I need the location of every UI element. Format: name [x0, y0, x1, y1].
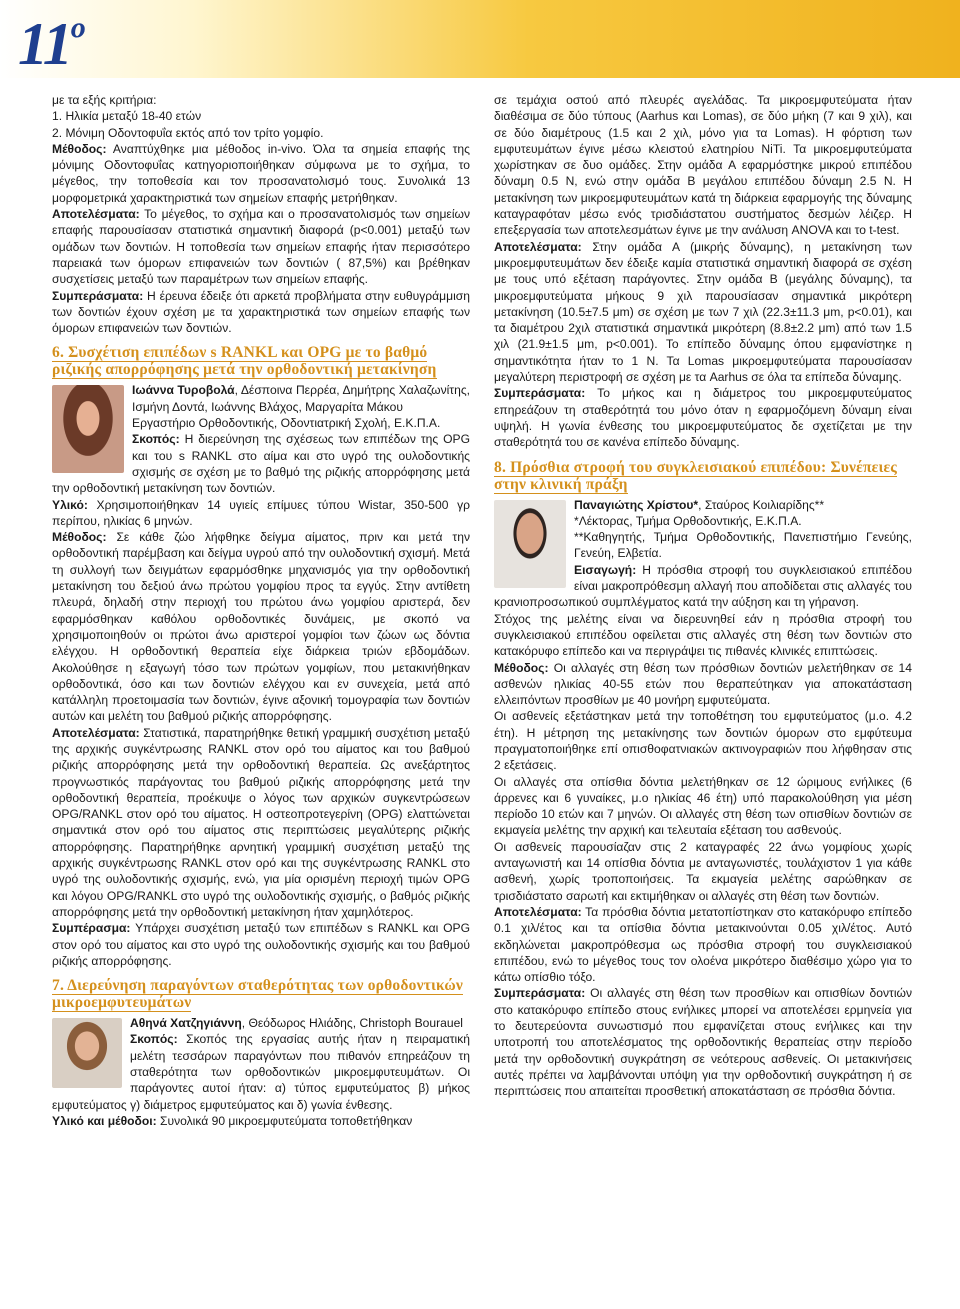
section-6-symperasma: Συμπέρασμα: Υπάρχει συσχέτιση μεταξύ των επιπέδων s RANKL και OPG στον ορό του αίματος και στο υγρό της ουλοδοντικής σχισμής και του βαθμού ριζικής απορρόφησης. [52, 921, 470, 968]
section-8-paragraph: Οι ασθενείς εξετάστηκαν μετά την τοποθέτηση του εμφυτεύματος (μ.ο. 4.2 έτη). Η μέτρηση της μετακίνησης των δοντιών όμορων στο εμφύτευμα πραγματοποιήθηκε επί οπισθοφατνιακών ακτινογραφιών που λήφθησαν στις 2 εξετάσεις. [494, 709, 912, 773]
intro-line: με τα εξής κριτήρια: [52, 93, 157, 107]
page-number: $11^o$ [18, 11, 84, 77]
header-band [0, 0, 960, 78]
section-7-title: 7. Διερεύνηση παραγόντων σταθερότητας των ορθοδοντικών μικροεμφυτευμάτων [52, 977, 464, 1012]
section-6-authors: Ιωάννα Τυροβολά, Δέσποινα Περρέα, Δημήτρης Χαλαζωνίτης, Ισμήνη Δοντά, Ιωάννης Βλάχος, Μαργαρίτα Μάκου [132, 383, 471, 414]
section-7-skopos: Σκοπός: Σκοπός της εργασίας αυτής ήταν η πειραματική μελέτη τεσσάρων παραγόντων που πιθανόν επηρεάζουν τη σταθερότητα των ορθοδοντικών μικροεμφυτευμάτων. Οι παράγοντες αυτοί ήταν: α) τύπος εμφυτεύματος β) μήκος εμφυτεύματος γ) διάμετρος εμφυτεύματος και δ) γωνία ένθεσης. [52, 1032, 470, 1112]
apotelesmata-paragraph: Αποτελέσματα: Στην ομάδα Α (μικρής δύναμης), η μετακίνηση των μικροεμφυτευμάτων δεν έδειξε καμία στατιστικά σημαντική διαφορά σε σχέση με τους υπό εξέταση παράγοντες. Στην ομάδα Β (μεγάλης δύναμης), τα μικροεμφυτεύματα μήκους 9 χιλ παρουσίασαν σημαντικά μικρότερη μετακίνηση (10.5±7.5 μm) σε σχέση με των 7 χιλ (22.3±11.3 μm, p<0.01), και τα διαμέτρου 2χιλ στατιστικά σημαντικά μικρότερη (8.8±2.2 μm) από των 1.5 χιλ (21.9±1.5 μm, p<0.001). Το επίπεδο δύναμης όπου εμφανίστηκε η σημαντικότητα ήταν το 1 Ν. Τα Lomas μικροεμφυτεύματα παρουσίασαν μεγαλύτερη περιστροφή σε σχέση με τα Aarhus σε όλα τα επίπεδα δύναμης. [494, 239, 912, 385]
section-8-authors: Παναγιώτης Χρίστου*, Σταύρος Κοιλιαρίδης** [574, 497, 825, 512]
author-photo [52, 385, 124, 473]
symperasmata-paragraph: Συμπεράσματα: Η έρευνα έδειξε ότι αρκετά προβλήματα στην ευθυγράμμιση των δοντιών έχουν σχέση με τα χαρακτηριστικά των σημείων επαφής των όμορων επιφανειών των δοντιών. [52, 288, 470, 336]
section-6-methodos: Μέθοδος: Σε κάθε ζώο λήφθηκε δείγμα αίματος, πριν και μετά την ορθοδοντική παρέμβαση και δείγμα υγρού από την ουλοδοντική σχισμή. Μετά τη συλλογή των δειγμάτων εφαρμόσθηκε μηχανισμός για την ορθοδοντική μετακίνηση του δεξιού άνω πρώτου γομφίου προς τα εγγύς. Στην αντίθετη πλευρά, δηλαδή στην περιοχή του πρώτου άνω γομφίου αριστερά, δεν εφαρμόσθηκαν καθόλου ορθοδοντικές δυνάμεις, με σκοπό να χρησιμοποιηθούν οι πρώτοι άνω αριστεροί γομφίοι των ζώων ως δόντια ελέγχου. Η ορθοδοντική θεραπεία είχε διάρκεια τριών εβδομάδων. Ακολούθησε η εξαγωγή τόσο των πρώτων γομφίων, που μετακινήθηκαν ορθοδοντικά, όσο και των δοντιών ελέγχου και εν συνεχεία, μετά από κατάλληλη προετοιμασία των δοντιών, έγινε αξονική τομογραφία των δοντιών αυτών και μελέτη του βαθμού ριζικής απορρόφησης. [52, 530, 470, 724]
section-6-affiliation: Εργαστήριο Ορθοδοντικής, Οδοντιατρική Σχολή, Ε.Κ.Π.Α. [132, 416, 441, 431]
section-8-paragraph: Οι ασθενείς παρουσίαζαν στις 2 καταγραφές 22 άνω γομφίους χωρίς ανταγωνιστή και 14 οπίσθια δόντια με ανταγωνιστές, τουλάχιστον 1 για κάθε ασθενή, χωρίς τροποποιήσεις. Τα εκμαγεία μελέτης σαρώθηκαν σε τρισδιάστατο σαρωτή και εκτιμήθηκαν οι αλλαγές στη θέση των δοντιών. [494, 839, 912, 903]
section-6-title: 6. Συσχέτιση επιπέδων s RANKL και OPG με το βαθμό ριζικής απορρόφησης μετά την ορθοδοντική μετακίνηση [52, 344, 437, 379]
section-7-yliko: Υλικό και μέθοδοι: Συνολικά 90 μικροεμφυτεύματα τοποθετήθηκαν [52, 1113, 413, 1128]
section-6-apotelesmata: Αποτελέσματα: Στατιστικά, παρατηρήθηκε θετική γραμμική συσχέτιση μεταξύ της αρχικής συγκέντρωσης RANKL στον ορό του αίματος και του βαθμού ριζικής απορρόφησης μετά την ορθοδοντική θεραπεία. Ως ανεξάρτητος προγνωστικός παράγοντας του βαθμού ριζικής απορρόφησης μετά την ορθοδοντική θεραπεία, προέκυψε ο λόγος των αρχικών συγκεντρώσεων OPG/RANKL στον ορό του αίματος. Η οστεοπροτεγερίνη (OPG) ελαττώνεται σημαντικά στον ορό του αίματος στις περιπτώσεις μεγαλύτερης ριζικής απορρόφησης. Παρατηρήθηκε αρνητική γραμμική συσχέτιση μεταξύ της αρχικής συγκέντρωσης RANKL στον ορό και της συγκέντρωσης RANKL στο υγρό της ουλοδοντικής σχισμής, ενώ, για μία ορισμένη περιοχή τιμών OPG και λόγου OPG/RANKL στο υγρό της ουλοδοντικής σχισμής, ο βαθμός ριζικής απορρόφησης μετά την ορθοδοντική μετακίνηση ήταν χαμηλότερος. [52, 725, 470, 919]
section-8-stoxos: Στόχος της μελέτης είναι να διερευνηθεί εάν η πρόσθια στροφή του συγκλεισιακού επιπέδου οφείλεται στις αλλαγές στη θέση των δοντιών στο κατακόρυφο επίπεδο και να περιγράψει τις πιθανές κλινικές επιπτώσεις. [494, 611, 912, 659]
left-column [52, 92, 470, 1129]
intro-line: 2. Μόνιμη Οδοντοφυΐα εκτός από τον τρίτο γομφίο. [52, 125, 324, 140]
section-6-yliko: Υλικό: Χρησιμοποιήθηκαν 14 υγιείς επίμυες τύπου Wistar, 350-500 γρ περίπου, ηλικίας 6 μηνών. [52, 497, 470, 528]
section-8-methodos: Μέθοδος: Οι αλλαγές στη θέση των πρόσθιων δοντιών μελετήθηκαν σε 14 ασθενών ηλικίας 40-55 ετών που θεραπεύτηκαν για αποκατάσταση ελλειπόντων προσθίων με 40 μονήρη εμφυτεύματα. [494, 660, 912, 708]
continued-paragraph: σε τεμάχια οστού από πλευρές αγελάδας. Τα μικροεμφυτεύματα ήταν διαθέσιμα σε δύο τύπους (Aarhus και Lomas), σε δύο μήκη (7 και 9 χιλ), και σε δύο διαμέτρους (1.5 και 2 χιλ, μόνο για τα Lomas). Η φόρτιση των εμφυτευμάτων έγινε μέσω κλειστού ελατηρίου NiTi. Τα μικροεμφυτεύματα χωρίστηκαν σε δυο ομάδες. Στην ομάδα Α εφαρμόστηκε μικρού επιπέδου δύναμη 0.5 Ν, ενώ στην ομάδα Β μεγάλου επιπέδου δύναμη 2.5 Ν. Η μετακίνηση των μικροεμφυτευμάτων κατά τη διάρκεια εφαρμογής της δύναμης καταγραφόταν μέσω ενός τρισδιάστατου συστήματος δεσμών λέιζερ. Η επεξεργασία των αποτελεσμάτων έγινε με την ανάλυση ANOVA και το t-test. [494, 93, 912, 238]
section-8-affiliation-1: *Λέκτορας, Τμήμα Ορθοδοντικής, Ε.Κ.Π.Α. [574, 513, 802, 528]
section-8-apotelesmata: Αποτελέσματα: Τα πρόσθια δόντια μετατοπίστηκαν στο κατακόρυφο επίπεδο 0.1 χιλ/έτος και τα οπίσθια δόντια μετακινούνται 0.05 χιλ/έτος. Αυτό εκδηλώνεται μακροπρόθεσμα ως πρόσθια στροφή του συγκλεισιακού επιπέδου, ενώ το μέγεθος τους τον ολοένα μικρότερο διαθέσιμο χώρο για το κάτω οπίσθιο τόξο. [494, 904, 912, 985]
section-7-authors: Αθηνά Χατζηγιάννη, Θεόδωρος Ηλιάδης, Christoph Bourauel [130, 1016, 463, 1031]
author-photo [52, 1018, 122, 1088]
section-8-symperasmata: Συμπεράσματα: Οι αλλαγές στη θέση των προσθίων και οπισθίων δοντιών στο κατακόρυφο επίπεδο στους ενήλικες μπορεί να αποτελέσει ερμηνεία για το δευτερεύοντα συνωστισμό που εμφανίζεται στους ενήλικες και την υποτροπή του αποτελέσματος της ορθοδοντικής θεραπείας στην περίοδο μετά την ορθοδοντική συγκράτηση σε νεότερους ασθενείς. Οι μετακινήσεις αυτές πρέπει να λαμβάνονται υπόψη για την ορθοδοντική συγκράτηση ή σε περιπτώσεις που απαιτείται προσθετική αποκατάσταση σε πρόσθια δόντια. [494, 986, 912, 1099]
section-8-affiliation-2: **Καθηγητής, Τμήμα Ορθοδοντικής, Πανεπιστήμιο Γενεύης, Γενεύη, Ελβετία. [574, 530, 912, 561]
section-8-title: 8. Πρόσθια στροφή του συγκλεισιακού επιπέδου: Συνέπειες στην κλινική πράξη [494, 458, 898, 493]
section-8-eisagogi: Εισαγωγή: Η πρόσθια στροφή του συγκλεισιακού επιπέδου είναι μακροπρόθεσμη αλλαγή που αποδίδεται στις αλλαγές του κρανιοπροσωπικού συμπλέγματος κατά την αύξηση και τη γήρανση. [494, 562, 912, 610]
section-8-paragraph: Οι αλλαγές στα οπίσθια δόντια μελετήθηκαν σε 12 ώριμους ενήλικες (6 άρρενες και 6 γυναίκες, μ.ο ηλικίας 46 έτη) υπό παρακολούθηση για μέση περίοδο 10 ετών και 7 μηνών. Οι αλλαγές στη θέση των οπισθίων δοντιών σε εκμαγεία μελέτης την αρχική και τελευταία εξέταση του ασθενούς. [494, 774, 912, 838]
methodos-paragraph: Μέθοδος: Αναπτύχθηκε μια μέθοδος in-vivo. Όλα τα σημεία επαφής της μόνιμης Οδοντοφυΐας κατηγοριοποιήθηκαν σύμφωνα με το σχήμα, το μέγεθος, την τοποθεσία και τον προσανατολισμό τους. Συνολικά 13 μορφομετρικά χαρακτηριστικά των σημείων επαφής μετρήθηκαν. [52, 141, 470, 205]
right-column [494, 92, 912, 1100]
section-6-skopos: Σκοπός: Η διερεύνηση της σχέσεως των επιπέδων της OPG και του s RANKL στο αίμα και στο υγρό της ουλοδοντικής σχισμής σε σχέση με το βαθμό της ριζικής απορρόφησης μετά την ορθοδοντική μετακίνηση των δοντιών. [52, 432, 470, 496]
symperasmata-paragraph: Συμπεράσματα: Το μήκος και η διάμετρος του μικροεμφυτεύματος επηρεάζουν τη σταθερότητά του μόνο όταν η εφαρμοζόμενη δύναμη είναι υψηλή. Η γωνία ένθεσης του μικροεμφυτεύματος δε σχετίζεται με την σταθερότητά του σε κανένα επίπεδο δύναμης. [494, 386, 912, 450]
author-photo [494, 500, 566, 588]
intro-line: 1. Ηλικία μεταξύ 18-40 ετών [52, 109, 202, 124]
apotelesmata-paragraph: Αποτελέσματα: Το μέγεθος, το σχήμα και ο προσανατολισμός των σημείων επαφής παρουσίασαν στατιστικά σημαντική διαφορά (p<0.001) μεταξύ των ομάδων των δοντιών. Η τοποθεσία των σημείων επαφής ήταν περισσότερο παρειακά των όμορων επιφανειών των δοντιών ( 87,5%) και βρέθηκαν συσχετίσεις μεταξύ των παραμέτρων των σημείων επαφής. [52, 207, 470, 287]
